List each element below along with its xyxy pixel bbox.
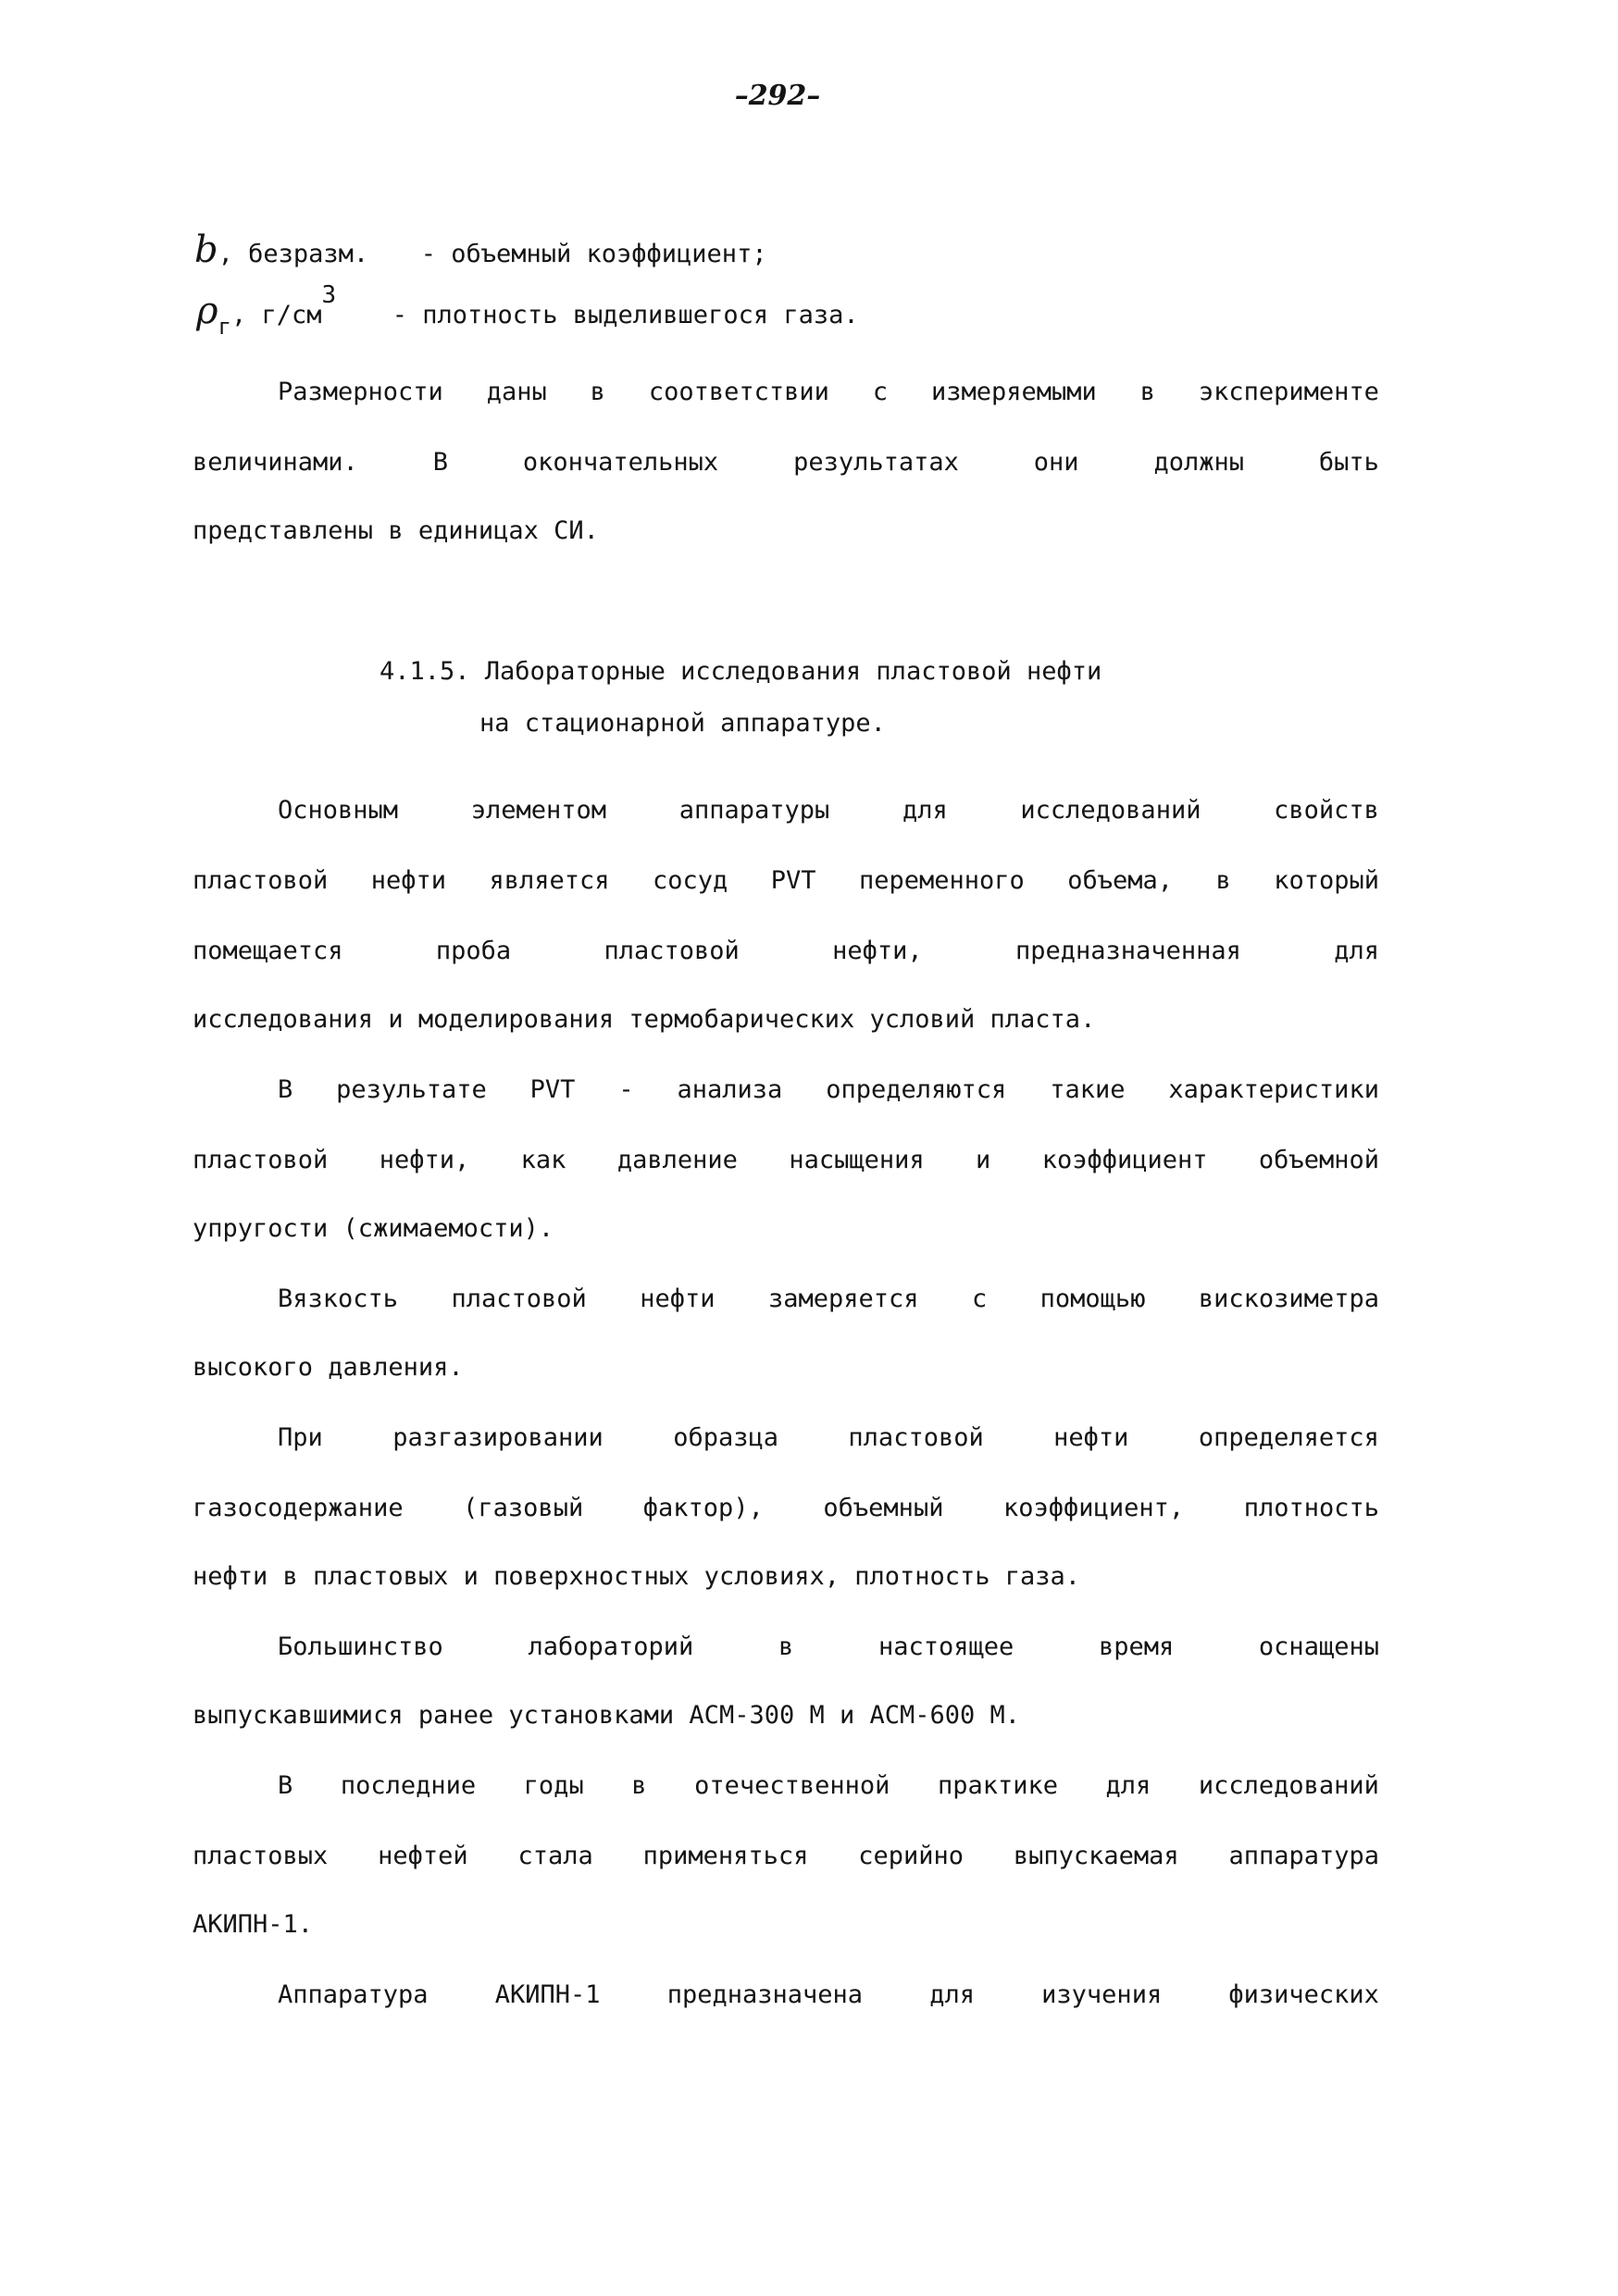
word: Вязкость	[278, 1285, 399, 1313]
word: В	[278, 1075, 293, 1104]
word: последние	[340, 1771, 477, 1800]
word: результатах	[793, 448, 959, 477]
para2-line2	[193, 864, 1379, 898]
word: такие	[1050, 1075, 1126, 1104]
word: проба	[435, 937, 512, 965]
word: в	[631, 1771, 647, 1800]
word: с	[872, 378, 889, 406]
word: быть	[1318, 448, 1379, 477]
word: В	[278, 1771, 293, 1800]
para2-line4: исследования и моделирования термобарических условий пласта.	[193, 1005, 1096, 1034]
para7-line3: АКИПН-1.	[193, 1910, 314, 1939]
section-title-line1: 4.1.5. Лабораторные исследования пластовой нефти	[380, 657, 1102, 686]
word: исследований	[1020, 796, 1201, 825]
word: в	[1139, 378, 1155, 406]
word: применяться	[642, 1842, 809, 1870]
word: как	[520, 1146, 566, 1174]
section-title-line2: на стационарной аппаратуре.	[479, 709, 886, 738]
word: пластовой	[848, 1423, 984, 1452]
description-rho: - плотность выделившегося газа.	[392, 301, 859, 329]
word: пластовой	[193, 866, 329, 895]
word: В	[432, 448, 448, 477]
word: предназначенная	[1015, 937, 1241, 965]
word: нефти	[370, 866, 447, 895]
para3-line2	[193, 1144, 1379, 1177]
unit-b: , безразм.	[218, 240, 369, 268]
word: нефти,	[832, 937, 923, 965]
word: насыщения	[789, 1146, 925, 1174]
word: объема,	[1067, 866, 1174, 895]
superscript-rho: 3	[321, 281, 337, 309]
word: вискозиметра	[1198, 1285, 1379, 1313]
word: переменного	[858, 866, 1025, 895]
para2-line3	[193, 935, 1379, 968]
word: фактор),	[642, 1494, 764, 1522]
para1-line2	[193, 446, 1379, 479]
para4-line1	[278, 1283, 1379, 1316]
word: характеристики	[1168, 1075, 1379, 1104]
word: сосуд	[653, 866, 728, 895]
word: для	[929, 1980, 975, 2009]
word: изучения	[1041, 1980, 1163, 2009]
subscript-rho: г	[218, 314, 231, 340]
word: в	[778, 1632, 794, 1661]
word: в	[1215, 866, 1231, 895]
para5-line3: нефти в пластовых и поверхностных условиях, плотность газа.	[193, 1562, 1081, 1591]
word: лабораторий	[528, 1632, 694, 1661]
word: объемной	[1258, 1146, 1379, 1174]
description-b: - объемный коэффициент;	[420, 240, 767, 268]
para8-line1	[278, 1979, 1379, 2012]
unit-rho: , г/см	[230, 301, 322, 329]
word: с	[971, 1285, 988, 1313]
word: серийно	[858, 1842, 964, 1870]
word: PVT	[770, 866, 816, 895]
word: нефтей	[378, 1842, 468, 1870]
word: пластовых	[193, 1842, 329, 1870]
word: для	[1334, 937, 1379, 965]
para5-line2	[193, 1492, 1379, 1525]
word: PVT	[529, 1075, 576, 1104]
word: который	[1274, 866, 1379, 895]
word: анализа	[677, 1075, 783, 1104]
word: величинами.	[193, 448, 358, 477]
para5-line1	[278, 1421, 1379, 1455]
word: годы	[523, 1771, 584, 1800]
word: замеряется	[767, 1285, 919, 1313]
notation-rho	[196, 281, 859, 340]
word: объемный	[823, 1494, 944, 1522]
word: должны	[1153, 448, 1244, 477]
word: нефти	[640, 1285, 716, 1313]
word: плотность	[1243, 1494, 1379, 1522]
word: физических	[1228, 1980, 1379, 2009]
word: стала	[517, 1842, 593, 1870]
symbol-b: b	[194, 229, 218, 271]
word: -	[618, 1075, 634, 1104]
word: газосодержание	[193, 1494, 404, 1522]
word: нефти	[1053, 1423, 1129, 1452]
word: в	[590, 378, 605, 406]
para6-line1	[278, 1631, 1379, 1664]
word: давление	[616, 1146, 738, 1174]
word: помощью	[1039, 1285, 1146, 1313]
word: Размерности	[278, 378, 443, 406]
word: аппаратуры	[678, 796, 830, 825]
word: определяется	[1198, 1423, 1379, 1452]
para6-line2: выпускавшимися ранее установками АСМ-300 М и АСМ-600 М.	[193, 1701, 1021, 1730]
word: практике	[937, 1771, 1058, 1800]
word: образца	[673, 1423, 778, 1452]
word: для	[1105, 1771, 1151, 1800]
word: время	[1098, 1632, 1175, 1661]
word: пластовой	[604, 937, 740, 965]
word: предназначена	[666, 1980, 864, 2009]
word: отечественной	[694, 1771, 890, 1800]
word: определяются	[826, 1075, 1007, 1104]
word: окончательных	[522, 448, 719, 477]
word: коэффициент	[1041, 1146, 1208, 1174]
word: пластовой	[451, 1285, 587, 1313]
word: нефти,	[379, 1146, 470, 1174]
word: результате	[336, 1075, 487, 1104]
para3-line3: упругости (сжимаемости).	[193, 1214, 554, 1243]
word: Основным	[278, 796, 399, 825]
word: для	[902, 796, 948, 825]
word: исследований	[1198, 1771, 1379, 1800]
word: При	[278, 1423, 323, 1452]
word: измеряемыми	[930, 378, 1097, 406]
word: является	[489, 866, 610, 895]
para7-line1	[278, 1769, 1379, 1803]
word: коэффициент,	[1003, 1494, 1185, 1522]
word: они	[1033, 448, 1079, 477]
word: даны	[486, 378, 547, 406]
para3-line1	[278, 1074, 1379, 1107]
para1-line3: представлены в единицах СИ.	[193, 516, 599, 545]
word: выпускаемая	[1013, 1842, 1179, 1870]
word: пластовой	[193, 1146, 329, 1174]
word: аппаратура	[1228, 1842, 1379, 1870]
word: соответствии	[648, 378, 829, 406]
notation-b	[194, 229, 767, 271]
word: свойств	[1274, 796, 1379, 825]
word: Аппаратура	[278, 1980, 429, 2009]
word: разгазировании	[392, 1423, 604, 1452]
para2-line1	[278, 794, 1379, 827]
para4-line2: высокого давления.	[193, 1353, 464, 1382]
page-number: –292–	[734, 80, 821, 112]
para7-line2	[193, 1840, 1379, 1873]
word: Большинство	[278, 1632, 443, 1661]
para1-line1	[278, 376, 1379, 409]
word: (газовый	[463, 1494, 584, 1522]
word: оснащены	[1258, 1632, 1379, 1661]
symbol-rho: ρ	[196, 290, 218, 332]
word: и	[976, 1146, 991, 1174]
word: элементом	[470, 796, 607, 825]
word: эксперименте	[1198, 378, 1379, 406]
word: АКИПН-1	[494, 1980, 601, 2009]
word: помещается	[193, 937, 343, 965]
word: настоящее	[877, 1632, 1014, 1661]
